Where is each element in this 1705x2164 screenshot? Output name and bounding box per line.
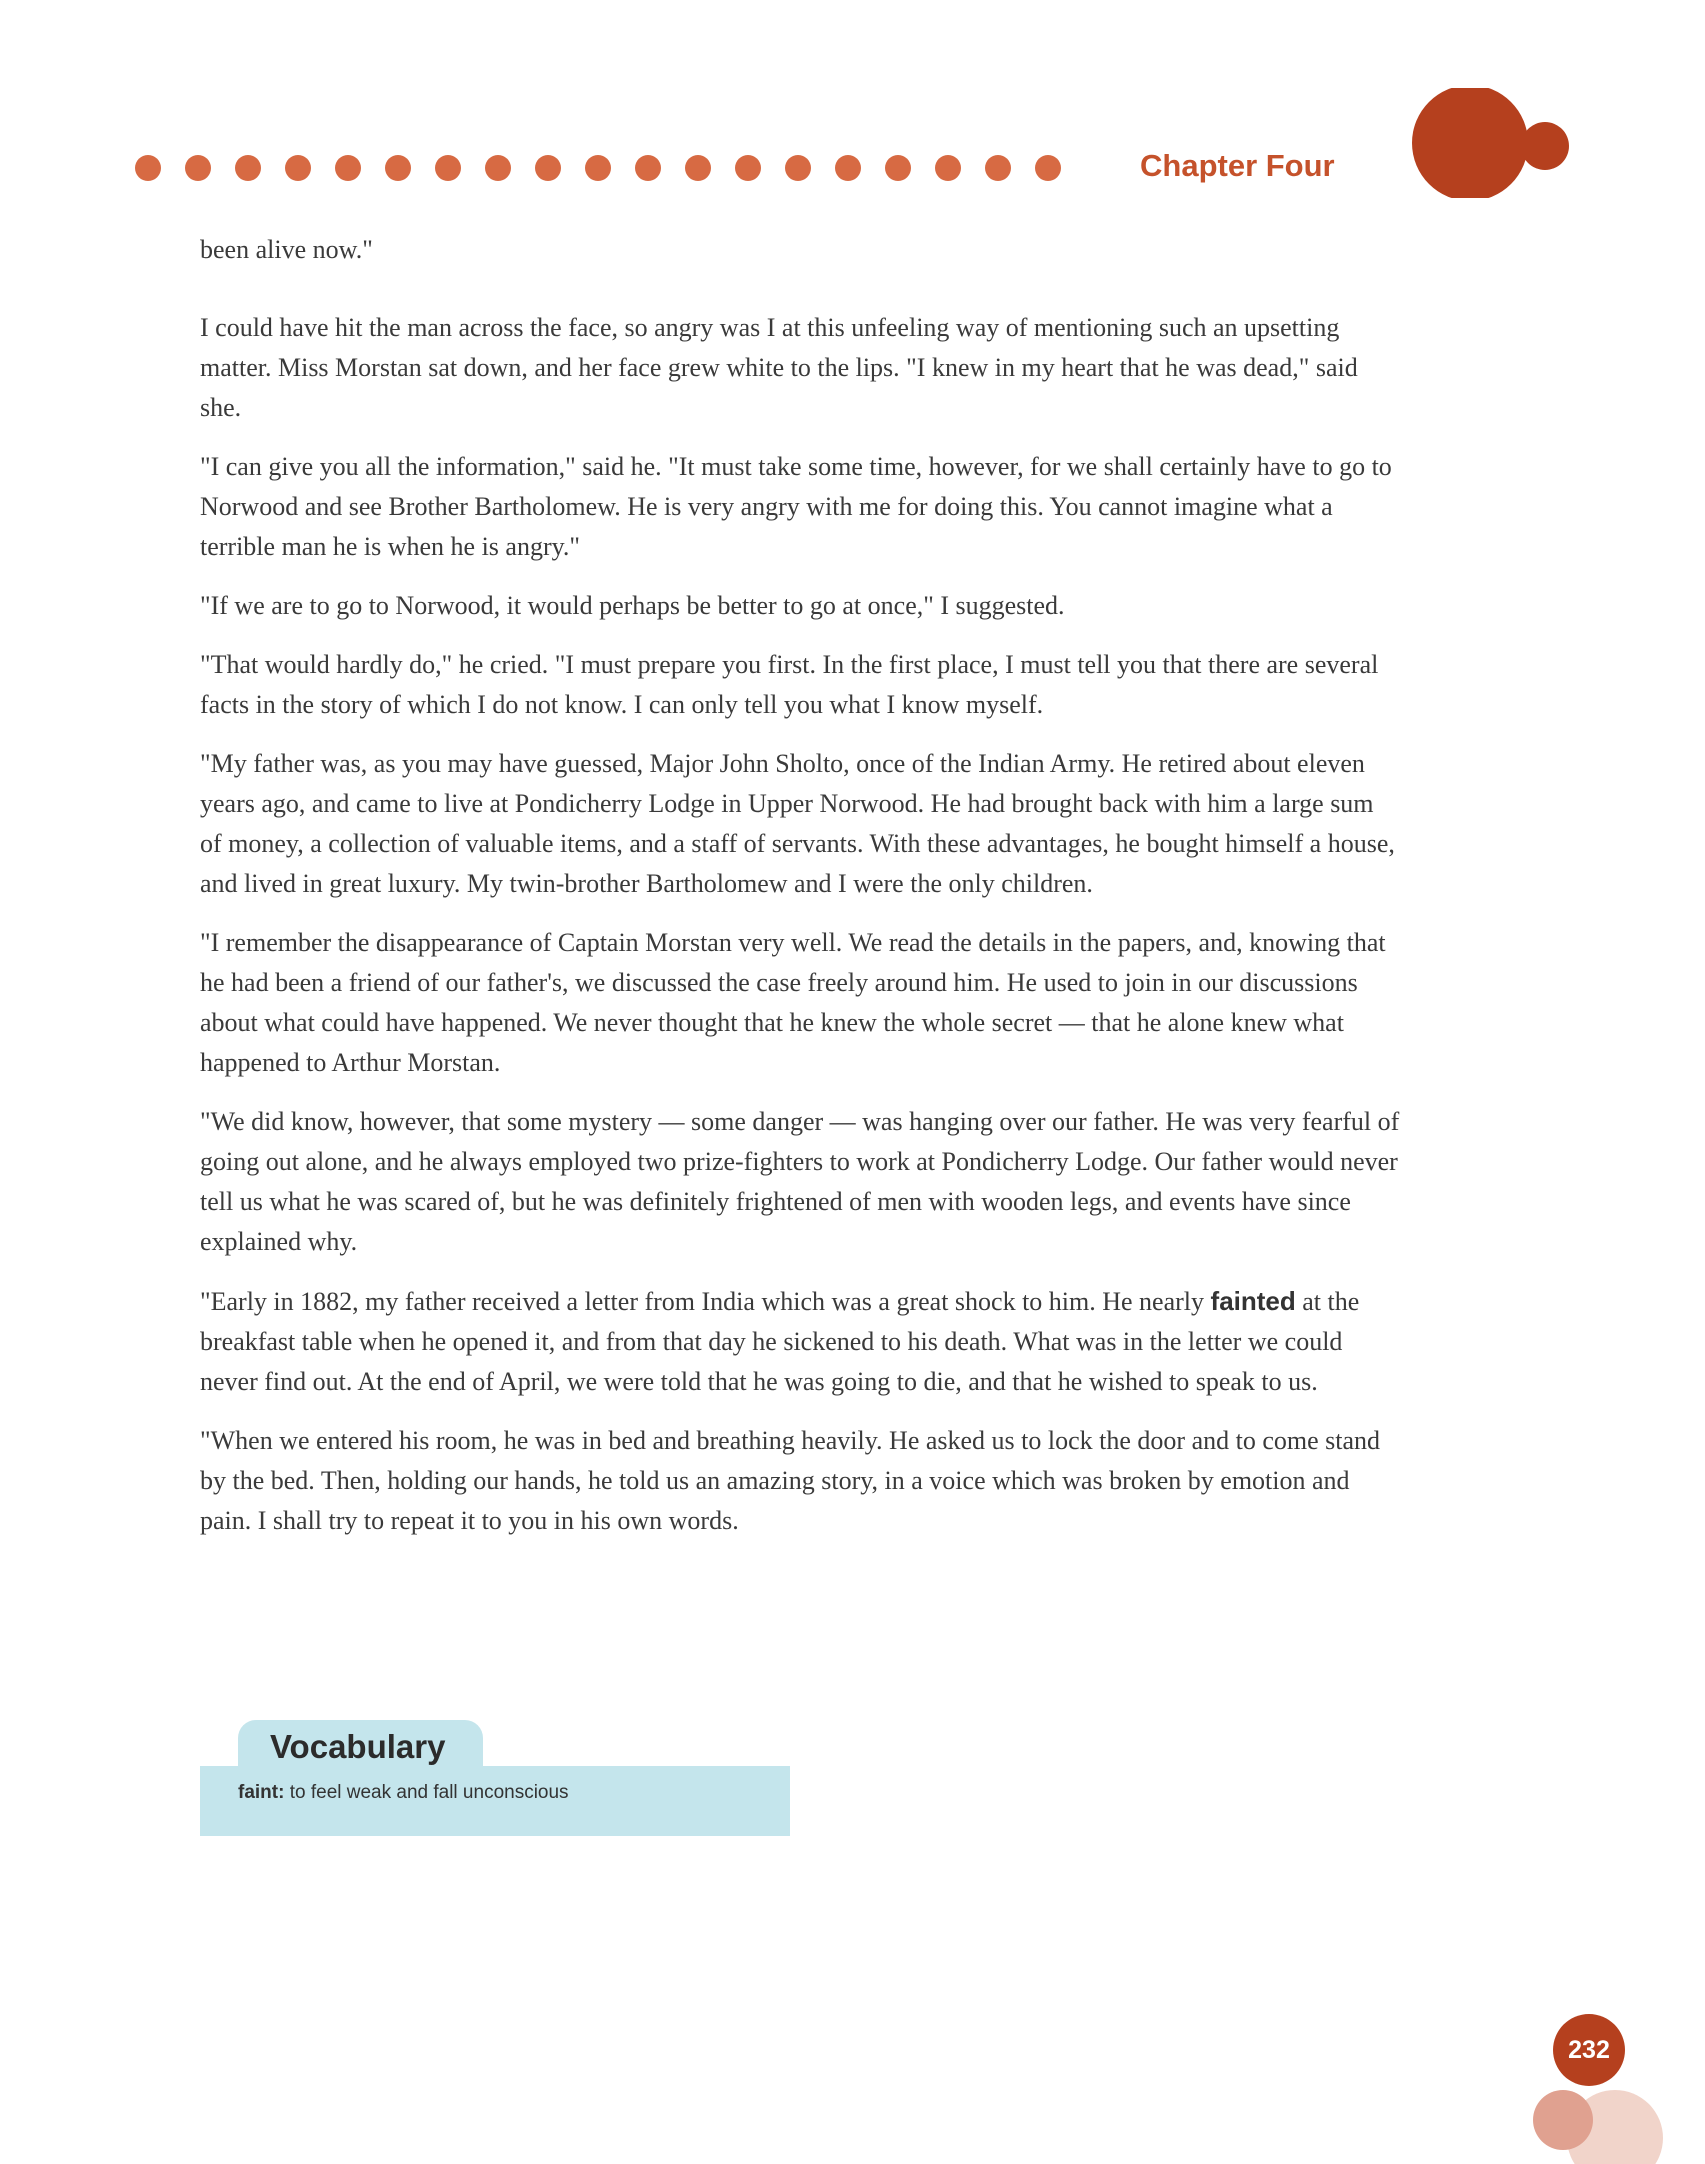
header-dot: [285, 155, 311, 181]
paragraph: "We did know, however, that some mystery — some danger — was hanging over our father. He was very fearful of going out alone, and he always employed two prize-fighters to work at Pondicherry Lodge. Our father would never tell us what he was scared of, but he was definitely frightened of men with wooden legs, and events have since explained why.: [200, 1107, 1400, 1256]
header-dot: [435, 155, 461, 181]
body-text: [200, 230, 1400, 1560]
paragraph: "I remember the disappearance of Captain Morstan very well. We read the details in the papers, and, knowing that he had been a friend of our father's, we discussed the case freely around him. He used to join in our discussions about what could have happened. We never thought that he knew the whole secret — that he alone knew what happened to Arthur Morstan.: [200, 928, 1386, 1077]
paragraph: I could have hit the man across the face, so angry was I at this unfeeling way of mentioning such an upsetting matter. Miss Morstan sat down, and her face grew white to the lips. "I knew in my heart that he was dead," said she.: [200, 313, 1358, 422]
vocabulary-definition: [238, 1782, 569, 1804]
header-dot: [485, 155, 511, 181]
paragraph: "When we entered his room, he was in bed and breathing heavily. He asked us to lock the door and to come stand by the bed. Then, holding our hands, he told us an amazing story, in a voice which was broken by emotion and pain. I shall try to repeat it to you in his own words.: [200, 1426, 1381, 1535]
vocabulary-term: faint:: [238, 1782, 285, 1803]
header-dot: [185, 155, 211, 181]
paragraph: "I can give you all the information," said he. "It must take some time, however, for we shall certainly have to go to Norwood and see Brother Bartholomew. He is very angry with me for doing this. You cannot imagine what a terrible man he is when he is angry.": [200, 452, 1392, 561]
header-dot: [1035, 155, 1061, 181]
paragraph-text: at the breakfast table when he opened it, and from that day he sickened to his death. What was in the letter we could never find out. At the end of April, we were told that he was going to die, and that he wished to speak to us.: [200, 1287, 1360, 1396]
header-dot: [885, 155, 911, 181]
header-dot: [385, 155, 411, 181]
paragraph: "That would hardly do," he cried. "I must prepare you first. In the first place, I must tell you that there are several facts in the story of which I do not know. I can only tell you what I know myself.: [200, 650, 1379, 719]
header-dot-row: [135, 155, 1061, 181]
corner-decoration: [1405, 88, 1575, 198]
paragraph: "If we are to go to Norwood, it would perhaps be better to go at once," I suggested.: [200, 591, 1065, 620]
header-dot: [835, 155, 861, 181]
paragraph: been alive now.": [200, 235, 373, 264]
header-dot: [935, 155, 961, 181]
header-dot: [685, 155, 711, 181]
paragraph: [200, 1281, 1400, 1402]
header-dot: [235, 155, 261, 181]
vocabulary-title: Vocabulary: [270, 1728, 446, 1765]
vocabulary-definition-text: to feel weak and fall unconscious: [289, 1782, 569, 1803]
header-dot: [785, 155, 811, 181]
header-dot: [985, 155, 1011, 181]
header-dot: [735, 155, 761, 181]
header-dot: [535, 155, 561, 181]
header-dot: [635, 155, 661, 181]
header-dot: [585, 155, 611, 181]
chapter-title: Chapter Four: [1140, 148, 1335, 183]
page-number: 232: [1568, 2036, 1610, 2064]
vocab-word-fainted: fainted: [1210, 1286, 1296, 1316]
header-dot: [335, 155, 361, 181]
header-dot: [135, 155, 161, 181]
paragraph: "My father was, as you may have guessed, Major John Sholto, once of the Indian Army. He retired about eleven years ago, and came to live at Pondicherry Lodge in Upper Norwood. He had brought back with him a large sum of money, a collection of valuable items, and a staff of servants. With these advantages, he bought himself a house, and lived in great luxury. My twin-brother Bartholomew and I were the only children.: [200, 749, 1395, 898]
paragraph-text: "Early in 1882, my father received a letter from India which was a great shock to him. He nearly: [200, 1287, 1211, 1316]
